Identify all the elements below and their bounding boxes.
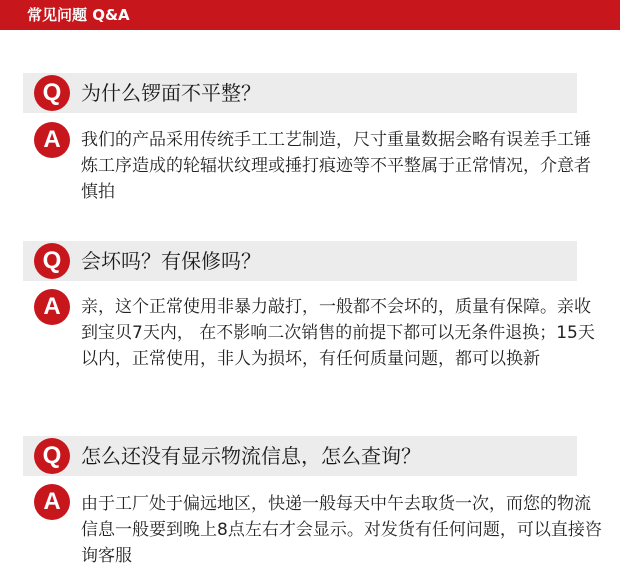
answer-badge-icon: A xyxy=(34,289,70,325)
header-bar xyxy=(0,0,620,30)
faq-question: 为什么锣面不平整？ xyxy=(81,81,261,105)
faq-question: 怎么还没有显示物流信息，怎么查询？ xyxy=(81,444,421,468)
faq-question: 会坏吗？有保修吗？ xyxy=(81,249,261,273)
faq-answer: 我们的产品采用传统手工工艺制造，尺寸重量数据会略有误差手工锤炼工序造成的轮辐状纹理或捶打痕迹等不平整属于正常情况，介意者慎拍 xyxy=(81,130,591,202)
question-badge-icon: Q xyxy=(34,438,70,474)
page-title: 常见问题 Q&A xyxy=(27,6,130,24)
answer-badge-icon: A xyxy=(34,484,70,520)
question-badge-icon: Q xyxy=(34,75,70,111)
answer-badge-icon: A xyxy=(34,122,70,158)
question-badge-icon: Q xyxy=(34,243,70,279)
faq-answer: 由于工厂处于偏远地区，快递一般每天中午去取货一次，而您的物流信息一般要到晚上8点左右才会显示。对发货有任何问题，可以直接咨询客服 xyxy=(81,494,602,566)
faq-answer: 亲，这个正常使用非暴力敲打，一般都不会坏的，质量有保障。亲收到宝贝7天内， 在不影响二次销售的前提下都可以无条件退换；15天以内，正常使用，非人为损坏，有任何质量问题，都可以换新 xyxy=(81,297,595,369)
